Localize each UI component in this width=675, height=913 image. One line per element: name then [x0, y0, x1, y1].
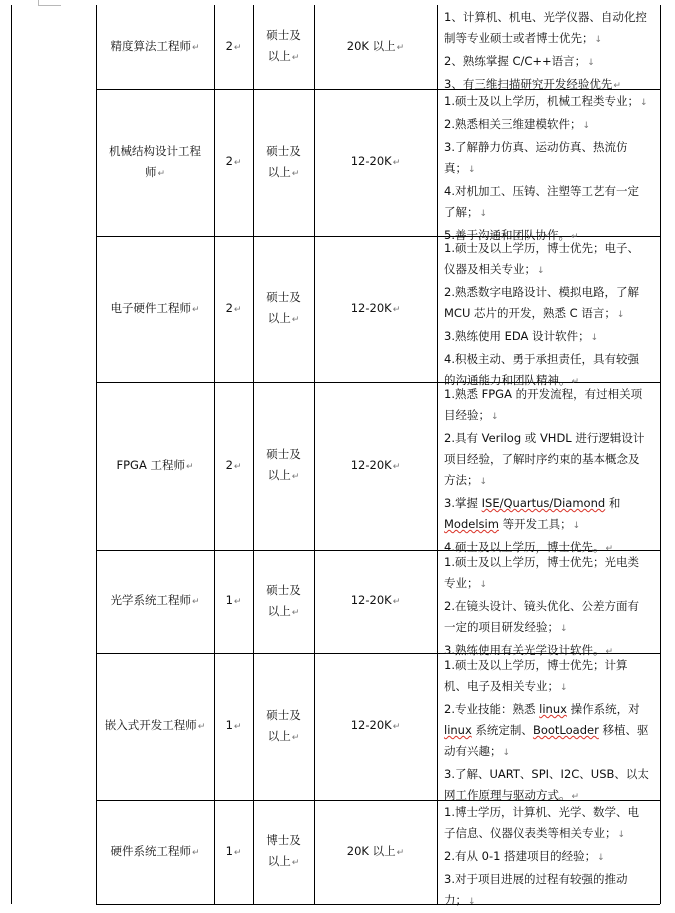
requirement-text: 力； [444, 893, 467, 907]
paragraph-mark-icon: ↵ [571, 377, 580, 387]
line-break-icon: ↓ [537, 266, 545, 276]
requirement-line [444, 676, 658, 699]
line-break-icon: ↓ [597, 853, 605, 863]
salary-text: 20K 以上↵ [346, 38, 405, 53]
requirement-text: 1.硕士及以上学历，博士优先；计算 [444, 658, 628, 672]
requirement-text: 4.对机加工、压铸、注塑等工艺有一定 [444, 184, 639, 198]
requirement-line [444, 181, 658, 202]
job-title-text: 硬件系统工程师↵ [110, 843, 200, 858]
table-corner-marker [38, 0, 61, 6]
table-vertical-line [11, 5, 12, 904]
requirement-text: 5.善于沟通和团队协作。 [444, 228, 570, 242]
headcount-cell [214, 382, 253, 550]
requirement-text: 1.硕士及以上学历，机械工程类专业； [444, 94, 639, 108]
requirement-line [444, 552, 658, 573]
job-title-cell [96, 5, 214, 89]
job-title-cell [96, 653, 214, 800]
job-title-text: 机械结构设计工程 [109, 143, 201, 158]
paragraph-mark-icon: ↵ [233, 461, 242, 472]
requirements-cell [444, 552, 658, 663]
headcount-text: 1↵ [225, 843, 242, 858]
paragraph-mark-icon: ↵ [191, 304, 200, 315]
paragraph-mark-icon: ↵ [233, 722, 242, 732]
job-title-text: 师↵ [144, 164, 166, 179]
requirement-text: 移植、驱 [598, 723, 649, 737]
education-text: 硕士及 [266, 143, 301, 158]
requirement-text: 3.了解静力仿真、运动仿真、热流仿 [444, 140, 628, 154]
requirement-line [444, 349, 658, 370]
requirement-line [444, 428, 658, 449]
requirement-line [444, 51, 658, 74]
education-text: 硕士及 [266, 447, 301, 461]
line-break-icon: ↓ [582, 121, 591, 131]
paragraph-mark-icon: ↵ [392, 722, 401, 732]
job-title-text: 光学系统工程师↵ [110, 593, 200, 607]
paragraph-mark-icon: ↵ [191, 597, 200, 607]
salary-text: 12-20K↵ [350, 457, 401, 472]
requirements-cell [444, 802, 658, 913]
headcount-text: 2↵ [225, 38, 242, 53]
line-break-icon: ↓ [560, 683, 568, 693]
requirement-text: 3.了解、UART、SPI、I2C、USB、以太 [444, 767, 649, 781]
paragraph-mark-icon: ↵ [291, 607, 300, 618]
requirement-line [444, 449, 658, 470]
education-text: 硕士及 [266, 28, 301, 42]
requirement-text: 3.熟练使用有关光学设计软件。 [444, 643, 605, 657]
requirement-text: 制等专业硕士或者博士优先； [444, 31, 594, 45]
line-break-icon: ↓ [502, 748, 511, 758]
paragraph-mark-icon: ↵ [291, 732, 300, 743]
education-text: 硕士及 [266, 707, 301, 722]
paragraph-mark-icon: ↵ [392, 461, 401, 472]
requirement-text: 项目经验，了解时序约束的基本概念及 [444, 452, 640, 466]
paragraph-mark-icon: ↵ [571, 792, 580, 802]
requirement-line [444, 741, 658, 764]
paragraph-mark-icon: ↵ [613, 81, 621, 91]
paragraph-mark-icon: ↵ [185, 461, 194, 472]
requirement-text: 1、计算机、机电、光学仪器、自动化控 [444, 10, 647, 24]
requirement-line [444, 764, 658, 785]
requirement-text: 4.积极主动、勇于承担责任，具有较强 [444, 352, 639, 366]
requirement-line [444, 326, 658, 349]
requirement-line [444, 114, 658, 137]
requirement-line [444, 573, 658, 596]
requirement-text: 一定的项目研发经验； [444, 620, 559, 634]
paragraph-mark-icon: ↵ [392, 304, 401, 315]
paragraph-mark-icon: ↵ [157, 168, 166, 179]
paragraph-mark-icon: ↵ [291, 858, 300, 868]
salary-cell [314, 550, 437, 653]
salary-text: 12-20K↵ [350, 154, 401, 168]
paragraph-mark-icon: ↵ [392, 597, 401, 607]
table-vertical-line [660, 5, 661, 904]
education-text: 硕士及 [266, 582, 301, 597]
education-cell [253, 382, 314, 550]
paragraph-mark-icon: ↵ [291, 315, 300, 325]
requirement-line [444, 596, 658, 617]
requirement-text: 操作系统，对 [566, 702, 640, 716]
requirement-line [444, 823, 658, 846]
salary-cell [314, 800, 437, 904]
requirement-line [444, 137, 658, 158]
education-text: 以上↵ [267, 311, 300, 325]
spellcheck-word: ISE/Quartus/Diamond [481, 496, 606, 510]
education-text: 以上↵ [267, 468, 300, 482]
requirement-text: 2.专业技能：熟悉 [444, 702, 540, 716]
paragraph-mark-icon: ↵ [291, 472, 300, 482]
requirement-text: 1.硕士及以上学历，博士优先；电子、 [444, 241, 639, 255]
job-title-cell [96, 800, 214, 904]
salary-text: 12-20K↵ [350, 593, 401, 607]
paragraph-mark-icon: ↵ [191, 42, 200, 53]
job-title-cell [96, 236, 214, 382]
requirement-line [444, 303, 658, 326]
requirement-text: 2.有从 0-1 搭建项目的经验； [444, 849, 597, 863]
spellcheck-word: linux [444, 723, 472, 737]
paragraph-mark-icon: ↵ [605, 544, 614, 554]
requirements-cell [444, 655, 658, 808]
salary-text: 12-20K↵ [350, 718, 401, 732]
salary-text: 20K 以上↵ [346, 843, 405, 858]
salary-cell [314, 89, 437, 236]
education-cell [253, 550, 314, 653]
requirement-line [444, 158, 658, 181]
requirement-line [444, 890, 658, 913]
requirements-cell [444, 238, 658, 393]
line-break-icon: ↓ [617, 830, 626, 840]
requirement-text: 2.熟悉相关三维建模软件； [444, 117, 582, 131]
requirement-text: 2、熟练掌握 C/C++语言； [444, 54, 587, 68]
requirement-text: 目经验； [444, 408, 490, 422]
education-cell [253, 653, 314, 800]
requirement-text: 了解； [444, 205, 479, 219]
paragraph-mark-icon: ↵ [233, 304, 242, 315]
headcount-cell [214, 89, 253, 236]
requirement-text: 3.掌握 [444, 496, 482, 510]
requirement-text: 2.熟悉数字电路设计、模拟电路，了解 [444, 285, 639, 299]
requirement-text: 1.博士学历，计算机、光学、数学、电 [444, 805, 639, 819]
requirement-text: 的沟通能力和团队精神。 [444, 373, 571, 387]
paragraph-mark-icon: ↵ [291, 168, 300, 179]
job-title-text: 电子硬件工程师↵ [110, 300, 200, 315]
requirement-line [444, 384, 658, 405]
requirement-line [444, 282, 658, 303]
line-break-icon: ↓ [560, 624, 568, 634]
requirement-line [444, 28, 658, 51]
requirement-line [444, 514, 658, 537]
requirements-cell [444, 7, 658, 97]
paragraph-mark-icon: ↵ [291, 53, 300, 63]
line-break-icon: ↓ [590, 333, 599, 343]
requirement-text: 3.熟练使用 EDA 设计软件； [444, 329, 590, 343]
education-cell [253, 800, 314, 904]
requirement-line [444, 699, 658, 720]
spellcheck-word: linux [539, 702, 567, 716]
education-text: 以上↵ [267, 49, 300, 63]
line-break-icon: ↓ [479, 477, 488, 487]
requirement-text: 1.硕士及以上学历，博士优先；光电类 [444, 555, 639, 569]
job-title-cell [96, 382, 214, 550]
requirement-line [444, 405, 658, 428]
education-text: 以上↵ [267, 603, 300, 618]
salary-cell [314, 236, 437, 382]
requirement-line [444, 869, 658, 890]
headcount-cell [214, 653, 253, 800]
requirement-text: 3、有三维扫描研究开发经验优先 [444, 77, 613, 91]
requirements-cell [444, 91, 658, 248]
requirement-text: 4.硕士及以上学历，博士优先。 [444, 540, 605, 554]
education-text: 以上↵ [267, 164, 300, 179]
education-cell [253, 5, 314, 89]
requirement-text: 机、电子及相关专业； [444, 679, 559, 693]
line-break-icon: ↓ [479, 580, 488, 590]
requirement-text: 真； [444, 161, 467, 175]
education-text: 以上↵ [267, 854, 300, 868]
requirement-line [444, 655, 658, 676]
spellcheck-word: Modelsim [444, 517, 499, 531]
job-title-text: FPGA 工程师↵ [116, 457, 194, 472]
headcount-text: 2↵ [225, 300, 242, 315]
paragraph-mark-icon: ↵ [233, 597, 242, 607]
headcount-cell [214, 236, 253, 382]
headcount-cell [214, 5, 253, 89]
line-break-icon: ↓ [468, 897, 476, 907]
requirement-text: 系统定制、 [471, 723, 533, 737]
headcount-text: 2↵ [225, 154, 242, 168]
job-title-text: 精度算法工程师↵ [110, 38, 200, 53]
requirement-line [444, 238, 658, 259]
requirement-text: 仪器及相关专业； [444, 262, 536, 276]
headcount-text: 1↵ [225, 718, 242, 732]
education-text: 以上↵ [267, 728, 300, 743]
paragraph-mark-icon: ↵ [233, 847, 242, 858]
paragraph-mark-icon: ↵ [233, 42, 242, 53]
paragraph-mark-icon: ↵ [396, 42, 405, 53]
requirement-text: 1.熟悉 FPGA 的开发流程，有过相关项 [444, 387, 643, 401]
education-text: 硕士及 [266, 290, 301, 304]
requirement-line [444, 259, 658, 282]
requirement-text: 子信息、仪器仪表类等相关专业； [444, 826, 617, 840]
paragraph-mark-icon: ↵ [392, 158, 401, 168]
headcount-text: 1↵ [225, 593, 242, 607]
requirement-line [444, 91, 658, 114]
requirement-text: 专业； [444, 576, 479, 590]
requirement-text: 网工作原理与驱动方式。 [444, 788, 571, 802]
requirement-line [444, 470, 658, 493]
requirement-text: 3.对于项目进展的过程有较强的推动 [444, 872, 628, 886]
requirement-line [444, 802, 658, 823]
requirement-text: 2.在镜头设计、镜头优化、公差方面有 [444, 599, 639, 613]
headcount-cell [214, 800, 253, 904]
paragraph-mark-icon: ↵ [233, 158, 242, 168]
job-title-cell [96, 89, 214, 236]
line-break-icon: ↓ [639, 98, 648, 108]
line-break-icon: ↓ [616, 310, 625, 320]
requirement-line [444, 202, 658, 225]
salary-text: 12-20K↵ [350, 300, 401, 315]
salary-cell [314, 5, 437, 89]
education-cell [253, 89, 314, 236]
education-text: 博士及 [266, 833, 301, 847]
requirement-line [444, 617, 658, 640]
table-vertical-line [437, 5, 438, 904]
requirement-text: MCU 芯片的开发，熟悉 C 语言； [444, 306, 616, 320]
line-break-icon: ↓ [491, 412, 499, 422]
requirement-line [444, 7, 658, 28]
line-break-icon: ↓ [594, 35, 603, 45]
spellcheck-word: BootLoader [532, 723, 599, 737]
education-cell [253, 236, 314, 382]
line-break-icon: ↓ [468, 165, 476, 175]
paragraph-mark-icon: ↵ [605, 647, 614, 657]
headcount-text: 2↵ [225, 457, 242, 472]
job-title-cell [96, 550, 214, 653]
requirement-text: 和 [605, 496, 621, 510]
headcount-cell [214, 550, 253, 653]
requirement-text: 动有兴趣； [444, 744, 502, 758]
requirement-text: 2.具有 Verilog 或 VHDL 进行逻辑设计 [444, 431, 645, 445]
paragraph-mark-icon: ↵ [396, 847, 405, 858]
line-break-icon: ↓ [572, 521, 581, 531]
requirement-text: 等开发工具； [498, 517, 572, 531]
line-break-icon: ↓ [587, 58, 595, 68]
paragraph-mark-icon: ↵ [570, 232, 579, 242]
paragraph-mark-icon: ↵ [197, 722, 206, 732]
requirement-line [444, 720, 658, 741]
requirement-line [444, 846, 658, 869]
salary-cell [314, 653, 437, 800]
requirement-text: 方法； [444, 473, 479, 487]
job-title-text: 嵌入式开发工程师↵ [104, 718, 206, 732]
requirements-cell [444, 384, 658, 560]
salary-cell [314, 382, 437, 550]
line-break-icon: ↓ [479, 209, 488, 219]
requirement-line [444, 493, 658, 514]
paragraph-mark-icon: ↵ [191, 847, 200, 858]
